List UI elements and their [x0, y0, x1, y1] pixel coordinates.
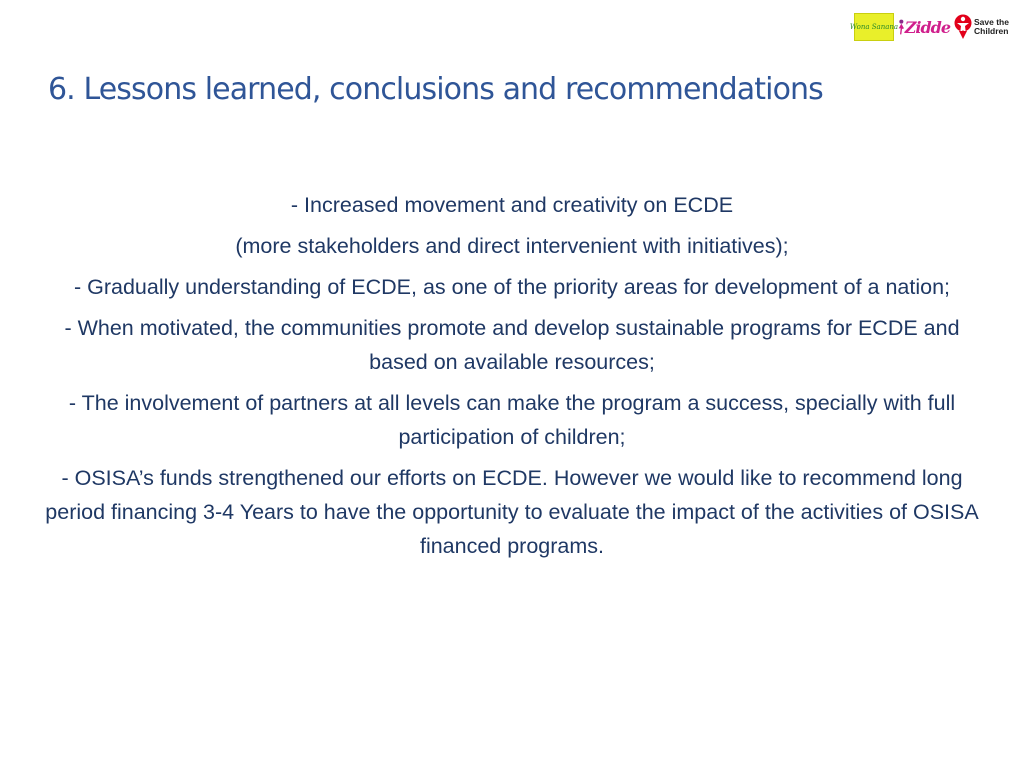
- zidde-figure-icon: [898, 15, 905, 39]
- save-the-children-figure-icon: [954, 14, 972, 40]
- wona-sanana-logo-text: Wona Sanana: [849, 23, 899, 31]
- body-paragraph: - Gradually understanding of ECDE, as one of the priority areas for development of a nation;: [73, 275, 951, 299]
- partner-logos: [849, 12, 1014, 42]
- body-paragraph: - Increased movement and creativity on ECDE: [290, 193, 734, 217]
- zidde-logo-text: Zidde: [904, 17, 950, 37]
- body-paragraph: - When motivated, the communities promote and develop sustainable programs for ECDE and based on available resources;: [64, 316, 960, 374]
- save-the-children-logo-text: Save the Children: [974, 17, 1009, 36]
- slide-title: 6. Lessons learned, conclusions and recommendations: [48, 72, 823, 107]
- slide-body: [40, 188, 984, 570]
- zidde-logo: [898, 12, 950, 42]
- wona-sanana-logo: [849, 13, 899, 41]
- body-paragraph: - The involvement of partners at all levels can make the program a success, specially with full participation of children;: [68, 391, 956, 449]
- save-the-children-logo: [954, 14, 1014, 40]
- body-paragraph: (more stakeholders and direct intervenient with initiatives);: [235, 234, 789, 258]
- body-paragraph: - OSISA’s funds strengthened our efforts on ECDE. However we would like to recommend long period financing 3-4 Years to have the opportunity to evaluate the impact of the activities of OSISA financed programs.: [45, 466, 979, 558]
